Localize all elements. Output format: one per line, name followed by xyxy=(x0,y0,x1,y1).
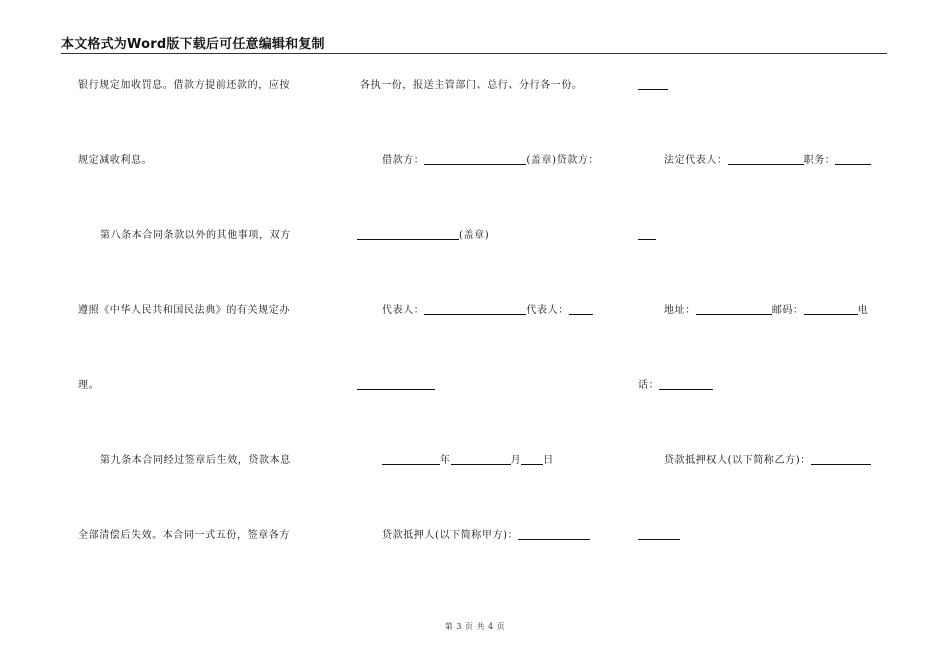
representative-line xyxy=(382,304,593,318)
date-line xyxy=(382,454,554,468)
text-line: 各执一份，报送主管部门、总行、分行各一份。 xyxy=(360,80,583,91)
mortgagor-line xyxy=(382,529,590,543)
blank-underline xyxy=(424,154,526,165)
borrower-label: 借款方： xyxy=(382,155,425,166)
day-label: 日 xyxy=(543,455,554,466)
blank-underline xyxy=(696,304,772,315)
blank-underline xyxy=(424,304,526,315)
text-line: 规定减收利息。 xyxy=(78,155,153,166)
blank-underline xyxy=(638,529,680,540)
blank-underline xyxy=(811,454,871,465)
text-line: 全部清偿后失效。本合同一式五份，签章各方 xyxy=(78,530,290,541)
representative-label-2: 代表人： xyxy=(526,305,569,316)
representative-label: 代表人： xyxy=(382,305,425,316)
postcode-label: 邮码： xyxy=(771,305,804,316)
blank-underline xyxy=(638,79,668,90)
blank-line xyxy=(638,229,656,243)
blank-underline xyxy=(804,304,858,315)
legal-representative-line xyxy=(664,154,871,168)
blank-underline xyxy=(357,229,459,240)
seal-label: (盖章) xyxy=(459,230,490,241)
year-label: 年 xyxy=(440,455,451,466)
text-line: 理。 xyxy=(78,380,100,391)
address-line xyxy=(664,304,868,318)
address-label: 地址： xyxy=(664,305,696,316)
phone-line xyxy=(638,379,713,393)
blank-line xyxy=(638,79,668,93)
blank-underline xyxy=(357,379,435,390)
blank-line xyxy=(638,529,680,543)
text-line: 银行规定加收罚息。借款方提前还款的，应按 xyxy=(78,80,290,91)
phone-label-part2: 话： xyxy=(638,380,660,391)
borrower-signature-line xyxy=(382,154,599,168)
blank-underline xyxy=(728,154,804,165)
blank-underline xyxy=(835,154,871,165)
blank-underline xyxy=(518,529,590,540)
blank-underline xyxy=(382,454,440,465)
representative-continuation-line xyxy=(357,379,435,393)
blank-underline xyxy=(638,229,656,240)
phone-label-part1: 电 xyxy=(857,305,869,316)
position-label: 职务： xyxy=(803,155,836,166)
text-line: 第八条本合同条款以外的其他事项，双方 xyxy=(100,230,291,241)
header-divider xyxy=(61,53,887,54)
text-line: 遵照《中华人民共和国民法典》的有关规定办 xyxy=(78,305,290,316)
lender-seal-line xyxy=(357,229,489,243)
text-line: 第九条本合同经过签章后生效，贷款本息 xyxy=(100,455,291,466)
seal-lender-label: (盖章)贷款方： xyxy=(526,155,600,166)
blank-underline xyxy=(569,304,593,315)
blank-underline xyxy=(521,454,543,465)
legal-representative-label: 法定代表人： xyxy=(664,155,728,166)
month-label: 月 xyxy=(510,455,522,466)
blank-underline xyxy=(451,454,511,465)
document-header-title: 本文格式为Word版下载后可任意编辑和复制 xyxy=(61,37,325,52)
page-number: 第 3 页 共 4 页 xyxy=(444,622,506,631)
mortgagee-line xyxy=(664,454,871,468)
mortgagor-label: 贷款抵押人(以下简称甲方)： xyxy=(382,530,519,541)
mortgagee-label: 贷款抵押权人(以下简称乙方)： xyxy=(664,455,811,466)
blank-underline xyxy=(659,379,713,390)
